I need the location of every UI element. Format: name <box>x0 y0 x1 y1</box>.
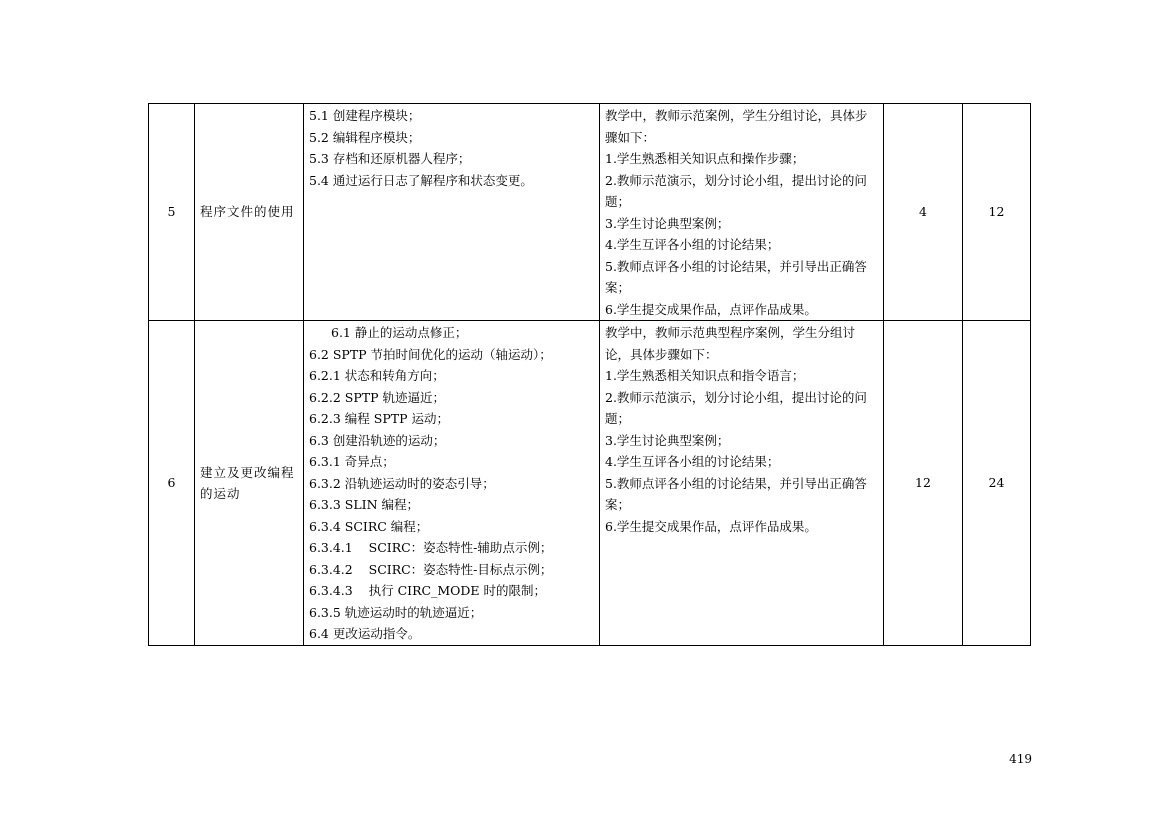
content-line: 6.2.2 SPTP 轨迹逼近； <box>309 389 445 405</box>
method-line: 4.学生互评各小组的讨论结果； <box>605 454 780 469</box>
content-line: 6.3.4.1 SCIRC：姿态特性-辅助点示例； <box>309 540 553 555</box>
content-line: 5.4 通过运行日志了解程序和状态变更。 <box>309 172 533 188</box>
hours-total: 12 <box>963 104 1031 321</box>
module-content <box>304 104 600 321</box>
page-number: 419 <box>1009 752 1032 766</box>
method-line: 2.教师示范演示，划分讨论小组，提出讨论的问题； <box>605 389 867 426</box>
method-line: 3.学生讨论典型案例； <box>605 215 730 231</box>
content-line: 6.3.3 SLIN 编程； <box>309 497 419 512</box>
method-line: 6.学生提交成果作品，点评作品成果。 <box>605 301 817 317</box>
method-line: 教学中，教师示范案例，学生分组讨论，具体步骤如下： <box>605 108 868 145</box>
content-line: 6.2.1 状态和转角方向； <box>309 368 445 383</box>
content-line: 6.2.3 编程 SPTP 运动； <box>309 411 449 426</box>
content-line: 6.1 静止的运动点修正； <box>331 325 468 340</box>
content-line: 5.2 编辑程序模块； <box>309 129 421 145</box>
hours-theory: 4 <box>884 104 963 321</box>
method-line: 5.教师点评各小组的讨论结果，并引导出正确答案； <box>605 475 867 512</box>
teaching-method <box>600 321 884 646</box>
table-row <box>149 321 1031 646</box>
teaching-method <box>600 104 884 321</box>
module-name: 程序文件的使用 <box>195 104 304 321</box>
method-line: 1.学生熟悉相关知识点和操作步骤； <box>605 151 805 166</box>
content-line: 6.3.1 奇异点； <box>309 454 395 469</box>
content-line: 6.3.4.3 执行 CIRC_MODE 时的限制； <box>309 583 546 598</box>
hours-total: 24 <box>963 321 1031 646</box>
content-line: 6.4 更改运动指令。 <box>309 626 421 641</box>
module-name: 建立及更改编程的运动 <box>195 321 304 646</box>
method-line: 3.学生讨论典型案例； <box>605 432 730 448</box>
method-line: 5.教师点评各小组的讨论结果，并引导出正确答案； <box>605 258 867 295</box>
method-line: 4.学生互评各小组的讨论结果； <box>605 237 780 252</box>
content-line: 5.1 创建程序模块； <box>309 108 421 123</box>
content-line: 6.3.4.2 SCIRC：姿态特性-目标点示例； <box>309 561 553 577</box>
row-number: 5 <box>149 104 195 321</box>
content-line: 6.3.2 沿轨迹运动时的姿态引导； <box>309 475 495 491</box>
hours-theory: 12 <box>884 321 963 646</box>
table-row <box>149 104 1031 321</box>
method-line: 6.学生提交成果作品，点评作品成果。 <box>605 518 817 534</box>
method-line: 教学中，教师示范典型程序案例，学生分组讨论，具体步骤如下： <box>605 325 856 362</box>
content-line: 6.3.5 轨迹运动时的轨迹逼近； <box>309 604 483 620</box>
course-table <box>148 103 1031 646</box>
method-line: 2.教师示范演示，划分讨论小组，提出讨论的问题； <box>605 172 867 209</box>
content-line: 6.3 创建沿轨迹的运动； <box>309 432 446 448</box>
module-content <box>304 321 600 646</box>
content-line: 5.3 存档和还原机器人程序； <box>309 151 471 166</box>
row-number: 6 <box>149 321 195 646</box>
content-line: 6.2 SPTP 节拍时间优化的运动（轴运动）； <box>309 346 552 362</box>
method-line: 1.学生熟悉相关知识点和指令语言； <box>605 368 805 383</box>
content-line: 6.3.4 SCIRC 编程； <box>309 518 429 534</box>
